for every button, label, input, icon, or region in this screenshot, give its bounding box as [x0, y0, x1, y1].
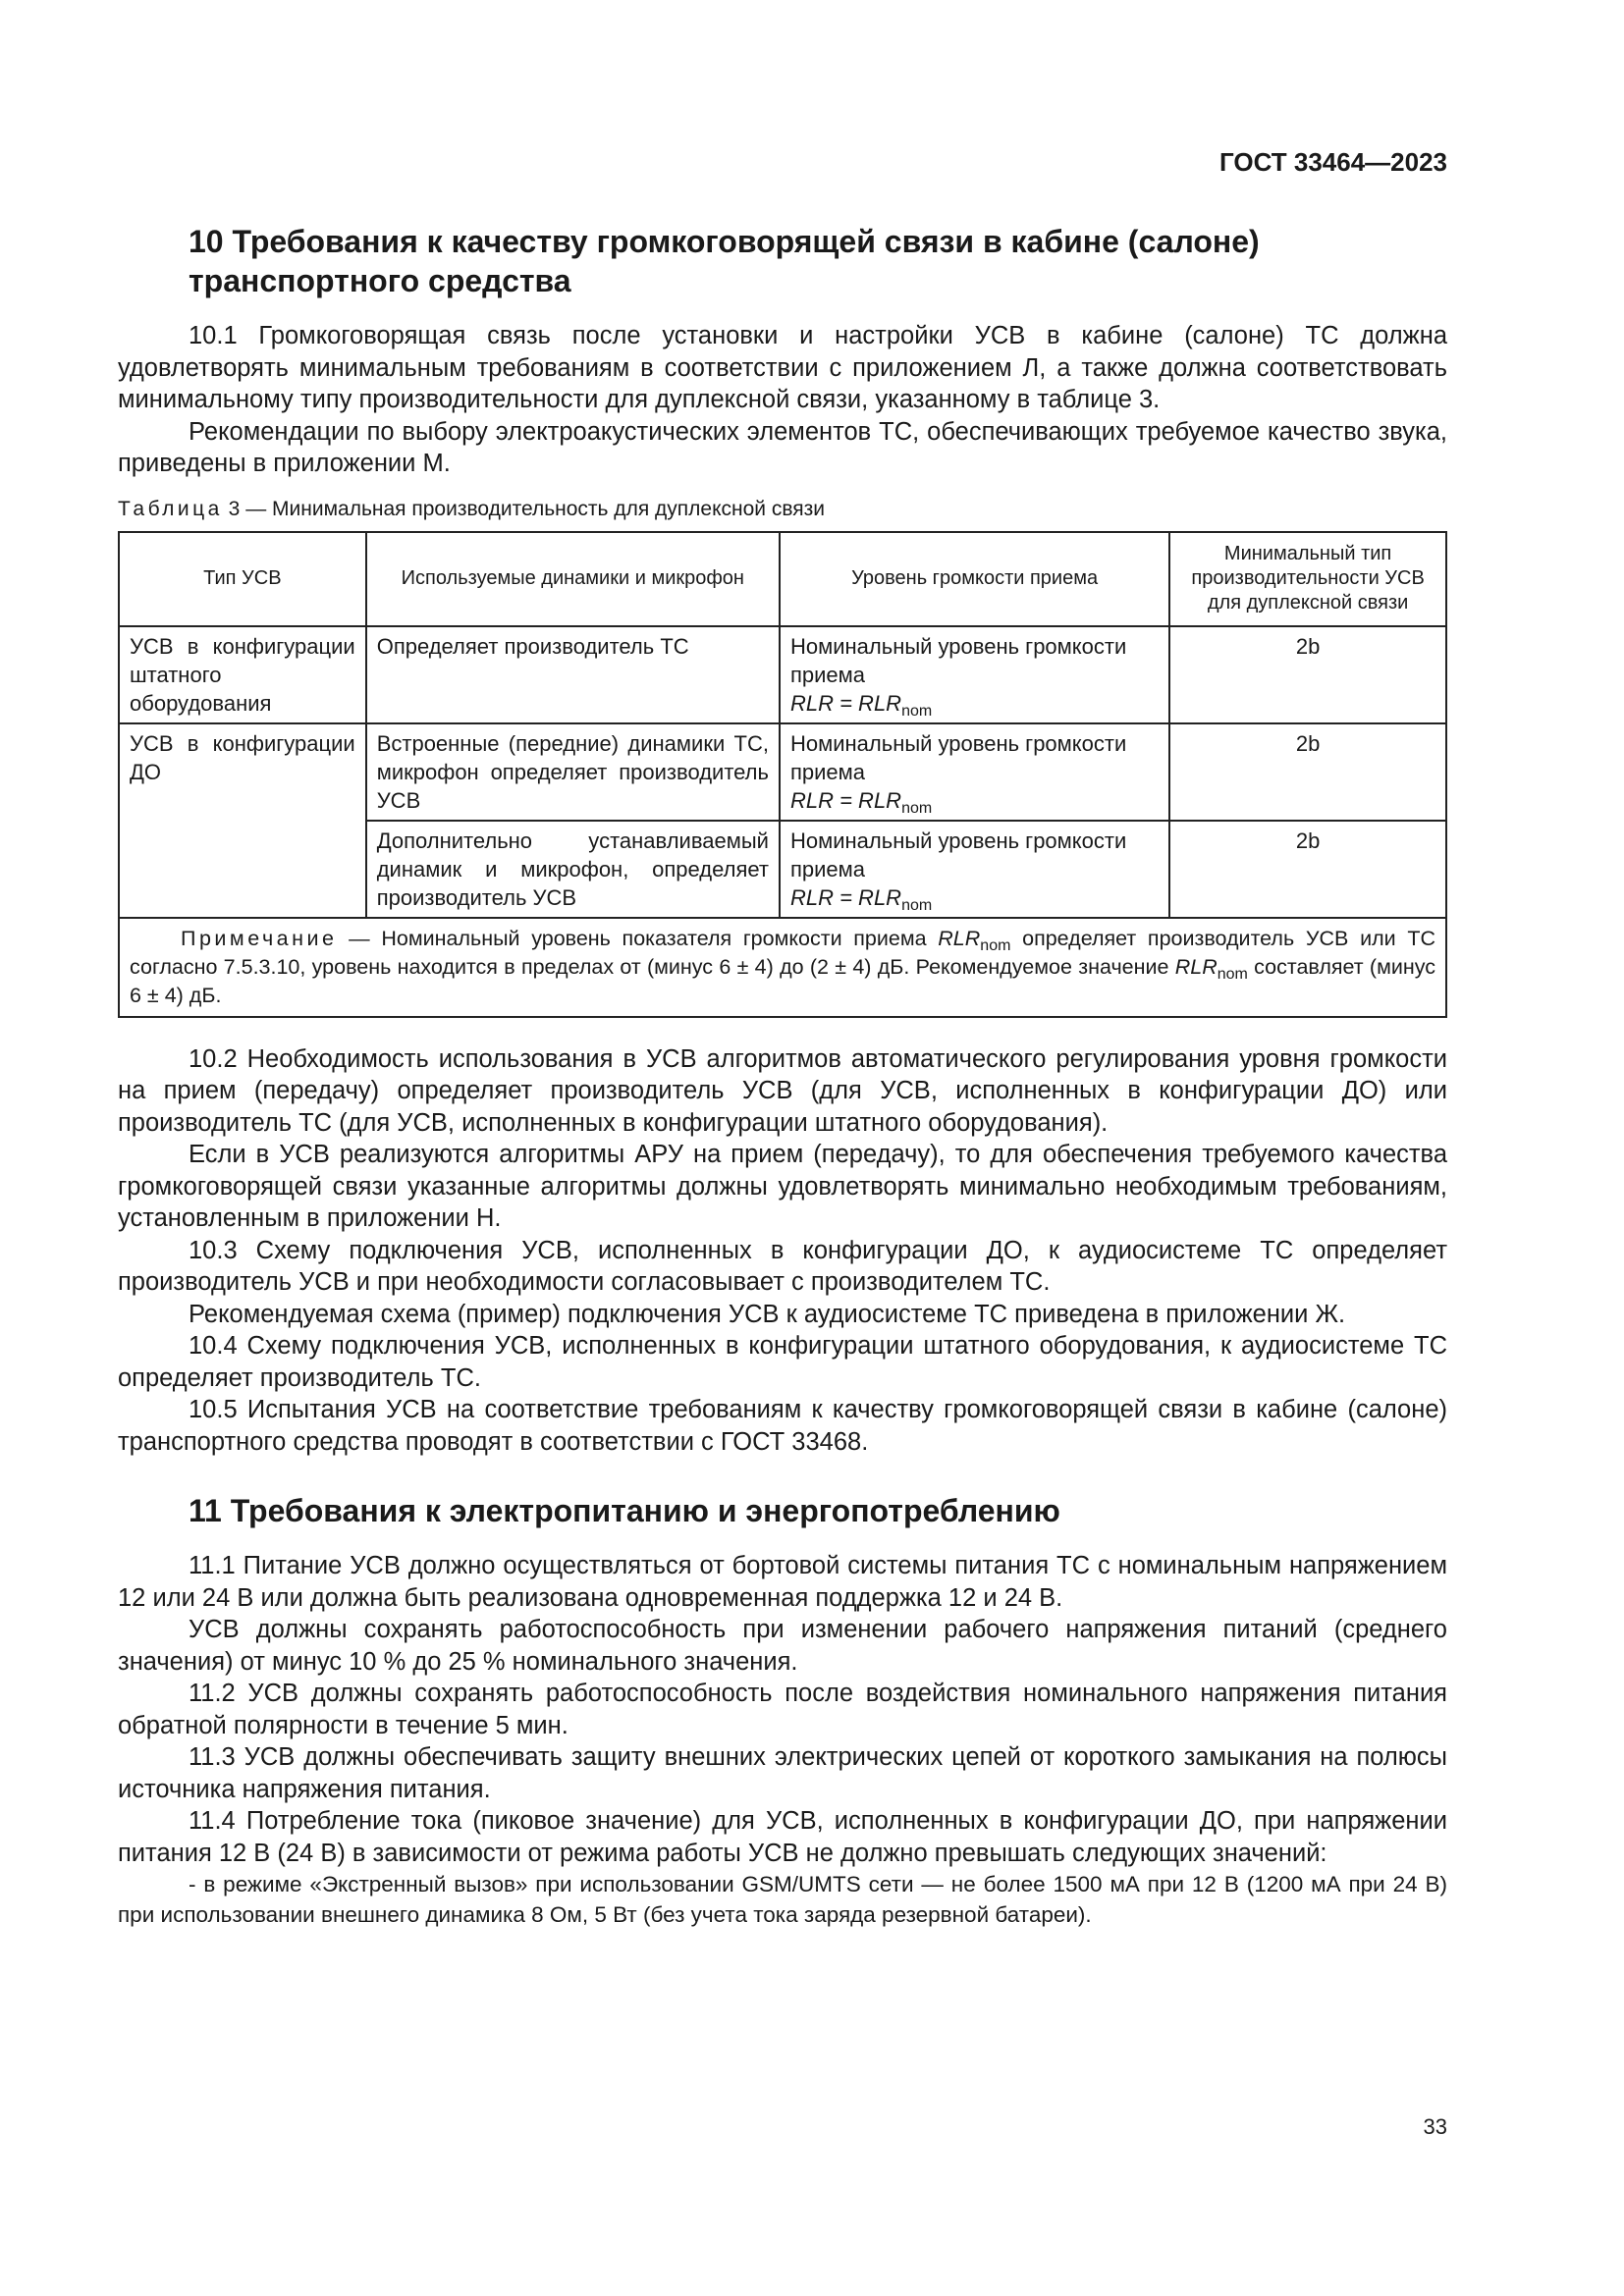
note-rlr: RLR: [938, 926, 981, 950]
paragraph-11-1-voltage: УСВ должны сохранять работоспособность при изменении рабочего напряжения питаний (среднего значения) от минус 10 % до 25 % номинального значения.: [118, 1616, 1447, 1676]
cell-performance: 2b: [1169, 723, 1446, 821]
table-3: [118, 531, 1447, 1018]
cell-speakers: Дополнительно устанавливаемый динамик и микрофон, определяет производитель УСВ: [366, 821, 780, 918]
cell-performance: 2b: [1169, 821, 1446, 918]
table-3-caption: [118, 498, 1447, 521]
cell-formula: RLR = RLR: [789, 690, 902, 716]
cell-level: [780, 626, 1169, 723]
cell-level-text: Номинальный уровень громкости приема: [789, 828, 1127, 881]
section-10-title-line1: 10 Требования к качеству громкоговорящей связи в кабине (салоне): [189, 224, 1260, 259]
paragraph-11-3: 11.3 УСВ должны обеспечивать защиту внешних электрических цепей от короткого замыкания на полюсы источника напряжения питания.: [118, 1743, 1447, 1803]
section-10-continued: [118, 1043, 1447, 1459]
cell-speakers: Встроенные (передние) динамики ТС, микрофон определяет производитель УСВ: [366, 723, 780, 821]
section-10-title: [189, 222, 1447, 300]
table-note-row: [119, 918, 1446, 1017]
cell-level: [780, 723, 1169, 821]
cell-formula-sub: nom: [901, 896, 933, 914]
cell-formula: RLR = RLR: [789, 787, 902, 813]
table-row: [119, 626, 1446, 723]
paragraph-10-3-example: Рекомендуемая схема (пример) подключения УСВ к аудиосистеме ТС приведена в приложении Ж.: [189, 1300, 1346, 1328]
header-cell-type: Тип УСВ: [119, 532, 366, 626]
header-cell-level: Уровень громкости приема: [780, 532, 1169, 626]
cell-level-text: Номинальный уровень громкости приема: [789, 633, 1127, 687]
paragraph-11-1: 11.1 Питание УСВ должно осуществляться от бортовой системы питания ТС с номинальным напряжением 12 или 24 В или должна быть реализована одновременная поддержка 12 и 24 В.: [118, 1552, 1447, 1612]
paragraph-10-3: 10.3 Схему подключения УСВ, исполненных в конфигурации ДО, к аудиосистеме ТС определяет производитель УСВ и при необходимости согласовывает с производителем ТС.: [118, 1236, 1447, 1296]
paragraph-10-1: 10.1 Громкоговорящая связь после установки и настройки УСВ в кабине (салоне) ТС должна удовлетворять минимальным требованиям в соответствии с приложением Л, а также должна соответствовать минимальному типу производительности для дуплексной связи, указанному в таблице 3.: [118, 322, 1447, 413]
paragraph-11-2: 11.2 УСВ должны сохранять работоспособность после воздействия номинального напряжения питания обратной полярности в течение 5 мин.: [118, 1680, 1447, 1739]
cell-level-text: Номинальный уровень громкости приема: [789, 730, 1127, 784]
header-cell-performance: Минимальный тип производительности УСВ для дуплексной связи: [1169, 532, 1446, 626]
cell-performance: 2b: [1169, 626, 1446, 723]
cell-level: [780, 821, 1169, 918]
cell-speakers: Определяет производитель ТС: [366, 626, 780, 723]
table-note: [119, 918, 1446, 1017]
paragraph-10-2: 10.2 Необходимость использования в УСВ алгоритмов автоматического регулирования уровня громкости на прием (передачу) определяет производитель УСВ (для УСВ, исполненных в конфигурации ДО) или производитель ТС (для УСВ, исполненных в конфигурации штатного оборудования).: [118, 1044, 1447, 1137]
note-rlr: RLR: [1174, 954, 1218, 979]
page-content: [118, 222, 1447, 1930]
table-header-row: [119, 532, 1446, 626]
paragraph-11-4: 11.4 Потребление тока (пиковое значение) для УСВ, исполненных в конфигурации ДО, при напряжении питания 12 В (24 В) в зависимости от режима работы УСВ не должно превышать следующих значений:: [118, 1807, 1447, 1867]
paragraph-11-4-emergency-call: - в режиме «Экстренный вызов» при использовании GSM/UMTS сети — не более 1500 мА при 12 В (1200 мА при 24 В) при использовании внешнего динамика 8 Ом, 5 Вт (без учета тока заряда резервной батареи).: [118, 1872, 1447, 1927]
section-11-title: 11 Требования к электропитанию и энергопотреблению: [189, 1493, 1060, 1528]
cell-type: УСВ в конфигурации ДО: [119, 723, 366, 918]
page-number: 33: [1423, 2114, 1447, 2139]
paragraph-10-4: 10.4 Схему подключения УСВ, исполненных в конфигурации штатного оборудования, к аудиосистеме ТС определяет производитель ТС.: [118, 1332, 1447, 1392]
note-text-2: определяет производитель УСВ или ТС согласно 7.5.3.10, уровень находится в пределах от (минус 6 ± 4) до (2 ± 4) дБ. Рекомендуемое значение: [130, 926, 1435, 979]
cell-type: УСВ в конфигурации штатного оборудования: [119, 626, 366, 723]
note-text-1: — Номинальный уровень показателя громкости приема: [337, 926, 939, 950]
paragraph-10-1-recommendation: Рекомендации по выбору электроакустических элементов ТС, обеспечивающих требуемое качество звука, приведены в приложении М.: [118, 417, 1447, 477]
note-label: Примечание: [181, 926, 338, 950]
document-header: ГОСТ 33464—2023: [1219, 147, 1447, 177]
header-cell-speakers: Используемые динамики и микрофон: [366, 532, 780, 626]
cell-formula: RLR = RLR: [789, 884, 902, 910]
section-10-title-line2: транспортного средства: [189, 263, 571, 298]
paragraph-10-5: 10.5 Испытания УСВ на соответствие требованиям к качеству громкоговорящей связи в кабине (салоне) транспортного средства проводят в соответствии с ГОСТ 33468.: [118, 1396, 1447, 1456]
table-row: [119, 723, 1446, 821]
cell-formula-sub: nom: [901, 799, 933, 817]
table-caption-text: 3 — Минимальная производительность для дуплексной связи: [222, 497, 825, 520]
paragraph-10-2-aru: Если в УСВ реализуются алгоритмы АРУ на прием (передачу), то для обеспечения требуемого качества громкоговорящей связи указанные алгоритмы должны удовлетворять минимально необходимым требованиям, установленным в приложении Н.: [118, 1141, 1447, 1232]
note-rlr-sub: nom: [980, 936, 1011, 954]
note-text-3: составляет (минус 6 ± 4) дБ.: [130, 954, 1435, 1007]
cell-formula-sub: nom: [901, 702, 933, 720]
table-caption-word: Таблица: [118, 497, 223, 520]
note-rlr-sub: nom: [1217, 965, 1248, 983]
